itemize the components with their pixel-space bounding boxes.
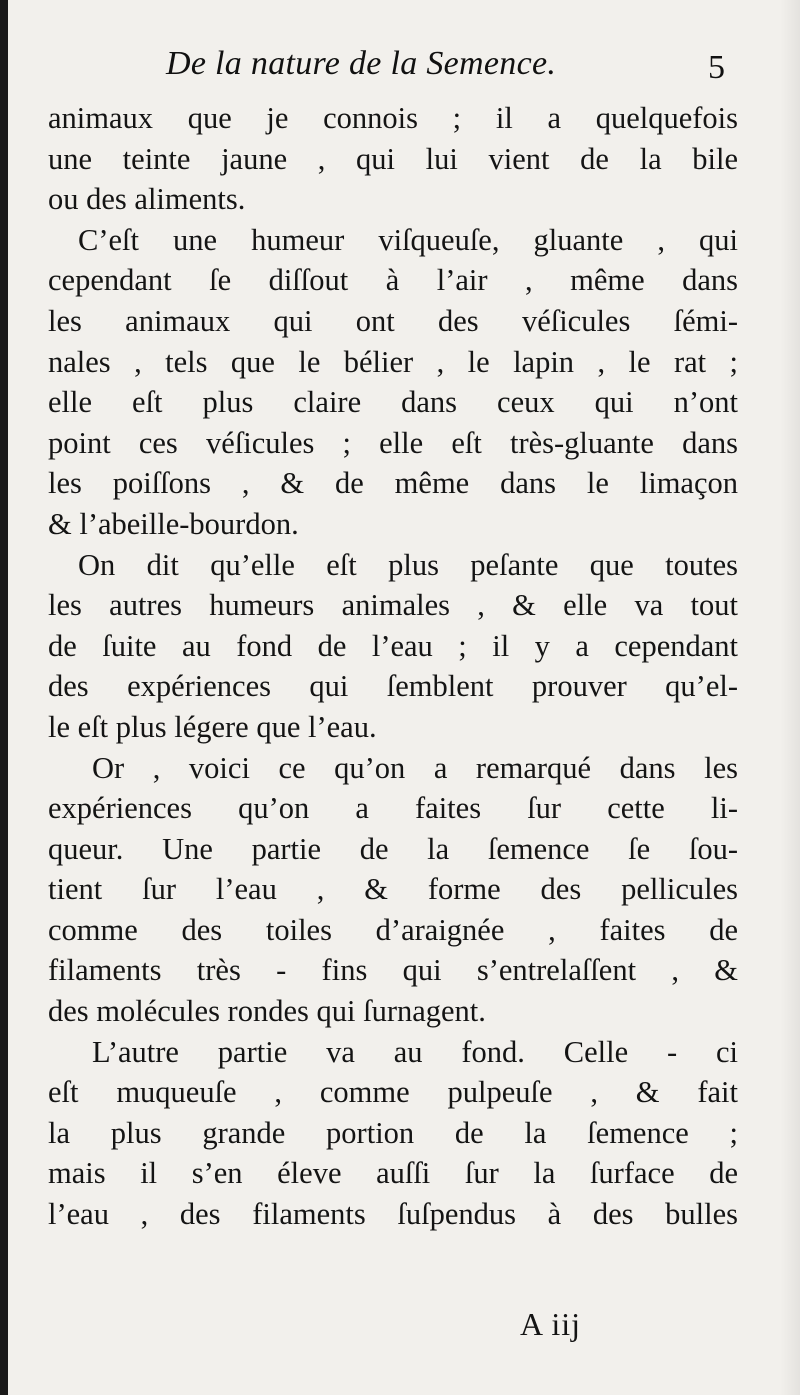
text-line: des molécules rondes qui ſurnagent. <box>48 994 486 1029</box>
page-number: 5 <box>708 49 725 86</box>
paragraph-start-line: L’autre partie va au fond. Celle - ci <box>92 1034 738 1069</box>
body-text <box>48 98 738 1235</box>
text-line: une teinte jaune , qui lui vient de la bile <box>48 141 738 176</box>
text-line: animaux que je connois ; il a quelquefois <box>48 101 738 135</box>
book-page <box>8 0 800 1395</box>
text-line: la plus grande portion de la ſemence ; <box>48 1115 738 1150</box>
text-line: comme des toiles d’araignée , faites de <box>48 912 738 947</box>
text-line: ou des aliments. <box>48 182 246 217</box>
paragraph-start-line: On dit qu’elle eſt plus peſante que toutes <box>78 547 738 582</box>
text-line: le eſt plus légere que l’eau. <box>48 709 377 744</box>
text-line: filaments très - fins qui s’entrelaſſent , & <box>48 953 738 988</box>
text-line: eſt muqueuſe , comme pulpeuſe , & fait <box>48 1075 738 1110</box>
paragraph-start-line: C’eſt une humeur viſqueuſe, gluante , qui <box>78 222 738 257</box>
scan-edge <box>0 0 8 1395</box>
text-line: mais il s’en éleve auſſi ſur la ſurface de <box>48 1156 738 1191</box>
text-line: les poiſſons , & de même dans le limaçon <box>48 466 738 501</box>
text-line: les animaux qui ont des véſicules ſémi- <box>48 303 738 338</box>
text-line: queur. Une partie de la ſemence ſe ſou- <box>48 831 738 866</box>
text-line: point ces véſicules ; elle eſt très-gluante dans <box>48 425 738 460</box>
page-gutter-shade <box>780 0 800 1395</box>
text-line: nales , tels que le bélier , le lapin , le rat ; <box>48 344 738 379</box>
text-line: l’eau , des filaments ſuſpendus à des bulles <box>48 1197 738 1232</box>
signature-mark: A iij <box>520 1306 582 1342</box>
text-line: des expériences qui ſemblent prouver qu’el- <box>48 669 738 704</box>
text-line: & l’abeille-bourdon. <box>48 506 299 541</box>
text-line: elle eſt plus claire dans ceux qui n’ont <box>48 385 738 420</box>
text-line: tient ſur l’eau , & forme des pellicules <box>48 872 738 907</box>
paragraph-start-line: Or , voici ce qu’on a remarqué dans les <box>92 750 738 785</box>
running-title: De la nature de la Semence. <box>166 45 557 82</box>
text-line: cependant ſe diſſout à l’air , même dans <box>48 263 738 298</box>
running-head <box>8 40 800 96</box>
text-line: de ſuite au fond de l’eau ; il y a cependant <box>48 628 738 663</box>
text-line: les autres humeurs animales , & elle va tout <box>48 588 738 623</box>
text-line: expériences qu’on a faites ſur cette li- <box>48 791 738 826</box>
